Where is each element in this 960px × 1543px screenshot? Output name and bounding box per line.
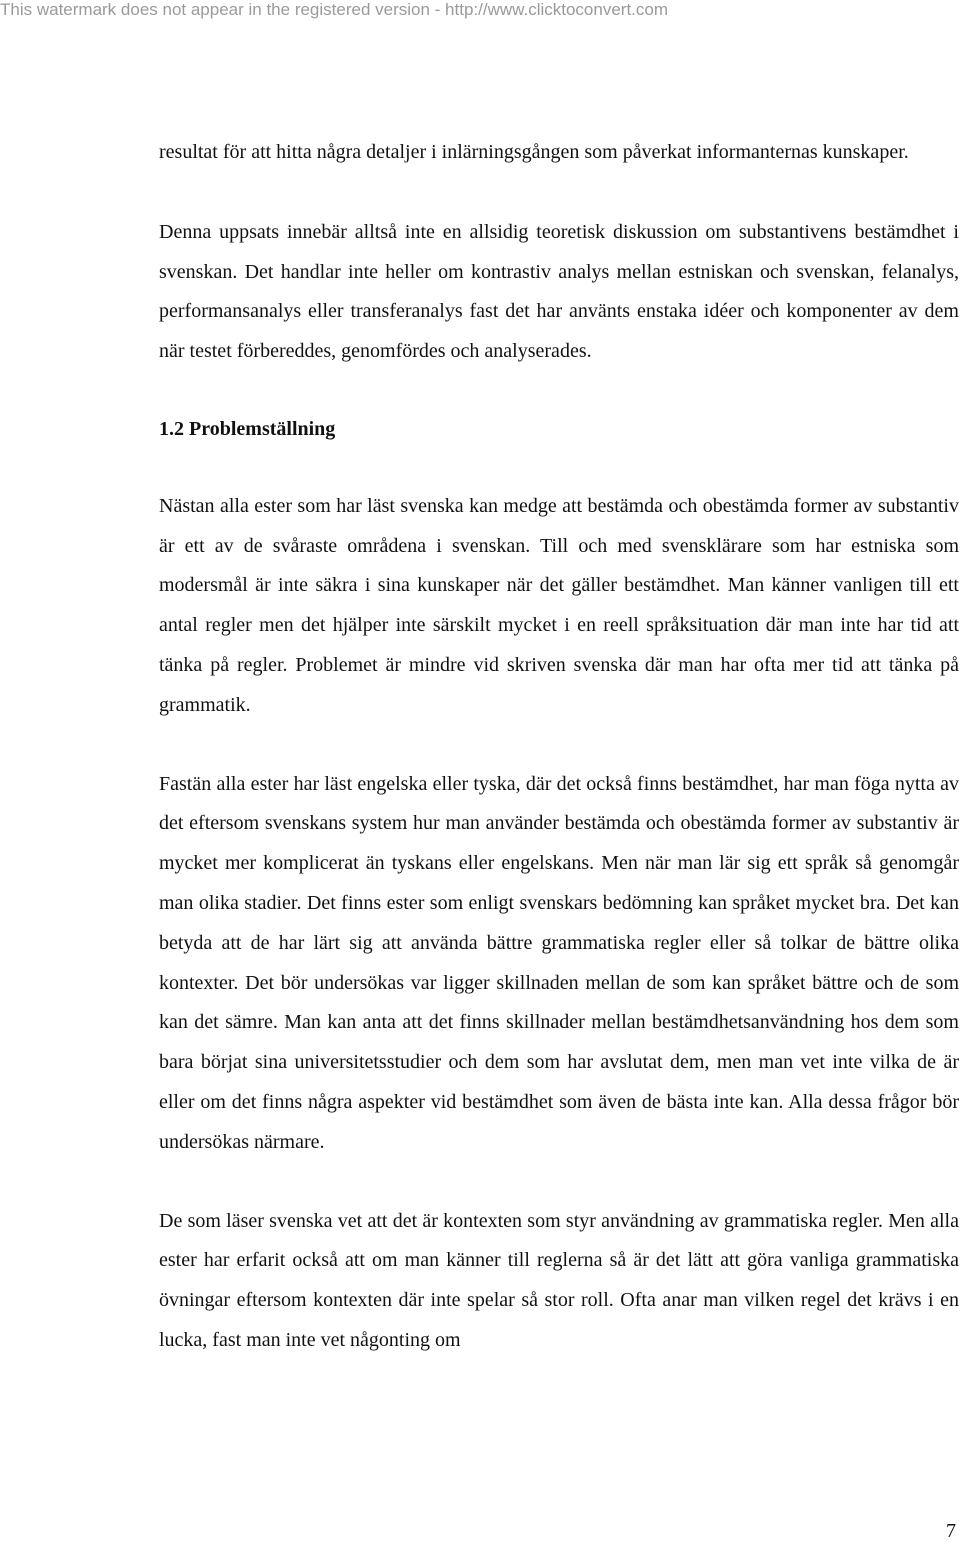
section-heading: 1.2 Problemställning [159,417,336,440]
watermark-text: This watermark does not appear in the registered version - [0,0,446,19]
document-body [159,133,959,1361]
paragraph-intro-continuation: resultat för att hitta några detaljer i inlärningsgången som påverkat informanternas kunskaper. [159,141,909,163]
paragraph-problem: Nästan alla ester som har läst svenska kan medge att bestämda och obestämda former av substantiv är ett av de svåraste områdena i svenskan. Till och med svensklärare som har estniska som modersmål är inte säkra i sina kunskaper när det gäller bestämdhet. Man känner vanligen till ett antal regler men det hjälper inte särskilt mycket i en reell språksituation där man inte har tid att tänka på regler. Problemet är mindre vid skriven svenska där man har ofta mer tid att tänka på grammatik. [159,494,959,716]
paragraph-context: De som läser svenska vet att det är kontexten som styr användning av grammatiska regler. Men alla ester har erfarit också att om man känner till reglerna så är det lätt att göra vanliga grammatiska övningar eftersom kontexten där inte spelar så stor roll. Ofta anar man vilken regel det krävs i en lucka, fast man inte vet någonting om [159,1209,959,1351]
paragraph-scope: Denna uppsats innebär alltså inte en allsidig teoretisk diskussion om substantivens bestämdhet i svenskan. Det handlar inte heller om kontrastiv analys mellan estniskan och svenskan, felanalys, performansanalys eller transferanalys fast det har använts enstaka idéer och komponenter av dem när testet förbereddes, genomfördes och analyserades. [159,220,959,363]
paragraph-english-german: Fastän alla ester har läst engelska eller tyska, där det också finns bestämdhet, har man föga nytta av det eftersom svenskans system hur man använder bestämda och obestämda former av substantiv är mycket mer komplicerat än tyskans eller engelskans. Men när man lär sig ett språk så genomgår man olika stadier. Det finns ester som enligt svenskars bedömning kan språket mycket bra. Det kan betyda att de har lärt sig att använda bättre grammatiska regler eller så tolkar de bättre olika kontexter. Det bör undersökas var ligger skillnaden mellan de som kan språket bättre och de som kan det sämre. Man kan anta att det finns skillnader mellan bestämdhetsanvändning hos dem som bara börjat sina universitetsstudier och dem som har avslutat dem, men man vet inte vilka de är eller om det finns några aspekter vid bestämdhet som även de bästa inte kan. Alla dessa frågor bör undersökas närmare. [159,772,959,1153]
watermark-link[interactable]: http://www.clicktoconvert.com [445,0,669,19]
page-number: 7 [946,1520,956,1542]
watermark-banner [0,0,668,20]
